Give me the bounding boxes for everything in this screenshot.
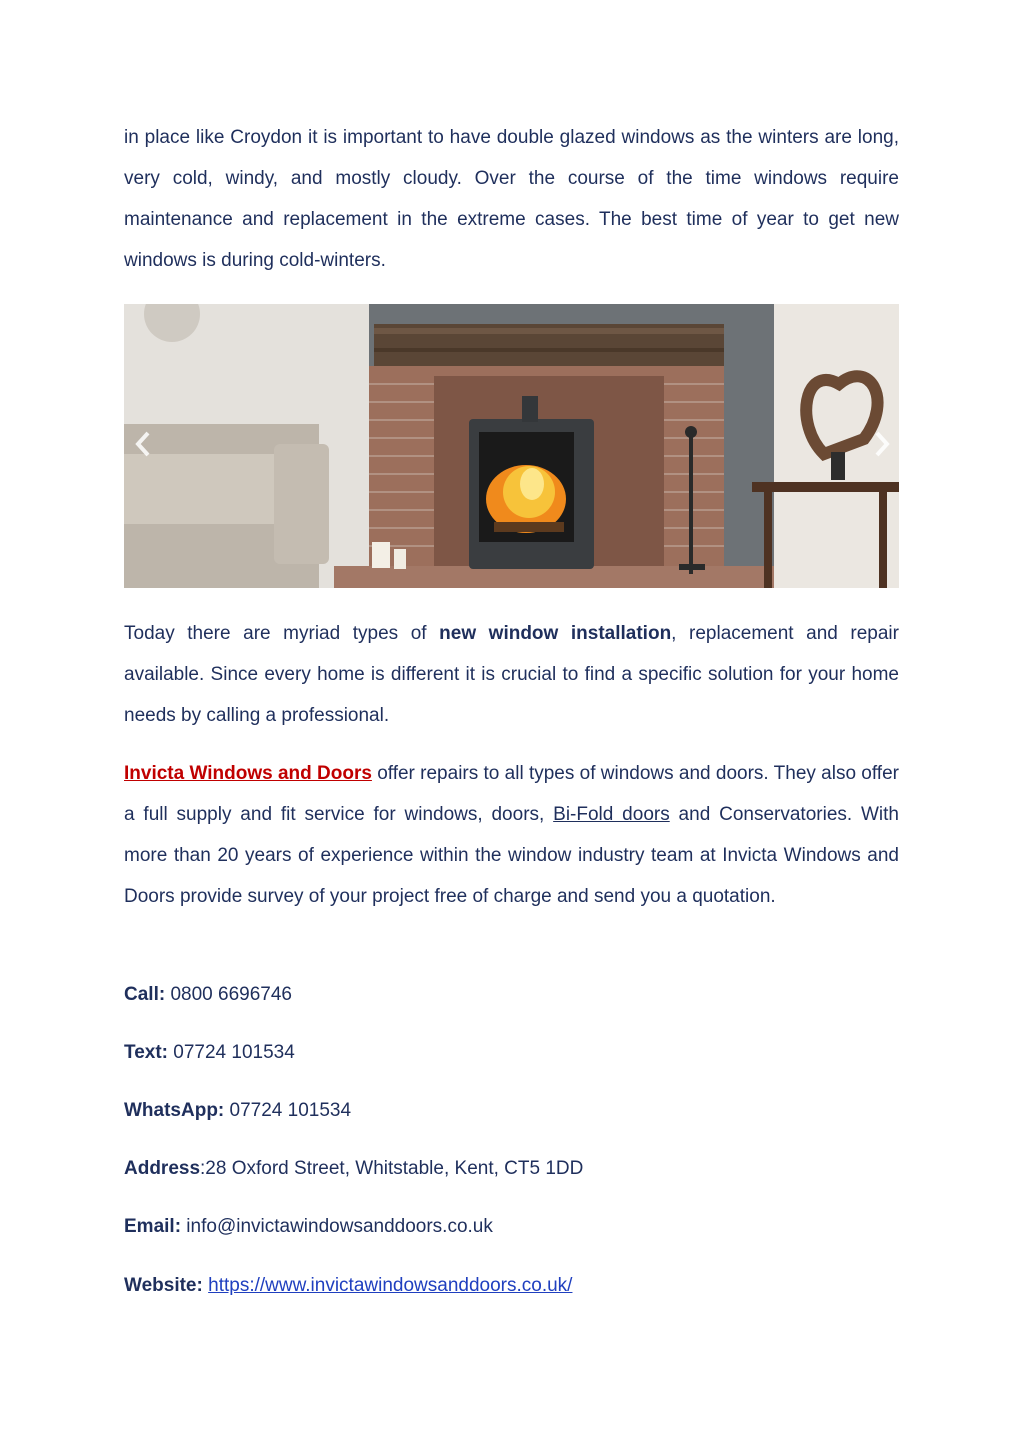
- whatsapp-label: WhatsApp:: [124, 1100, 225, 1121]
- email-line: [124, 1214, 493, 1240]
- text-label: Text:: [124, 1042, 168, 1063]
- invicta-paragraph: [124, 753, 899, 917]
- text-value: 07724 101534: [167, 1042, 295, 1063]
- call-label: Call:: [124, 984, 166, 1005]
- invicta-windows-and-doors-link[interactable]: Invicta Windows and Doors: [124, 763, 372, 784]
- address-label: Address: [124, 1158, 201, 1179]
- new-window-installation-emphasis: new window installation: [439, 623, 672, 644]
- invicta-text-end: and Conservatories. With more than 20 years of experience within the window industry team at Invicta Windows and Doors provide survey of your project free of charge and send you a quotation.: [124, 804, 900, 907]
- whatsapp-value: 07724 101534: [224, 1100, 352, 1121]
- call-value: 0800 6696746: [165, 984, 292, 1005]
- types-text-start: Today there are myriad types of: [124, 623, 440, 644]
- carousel-prev-button[interactable]: [128, 424, 158, 464]
- text-line: [124, 1040, 295, 1066]
- carousel-next-button[interactable]: [867, 424, 897, 464]
- address-value: :28 Oxford Street, Whitstable, Kent, CT5 1DD: [200, 1158, 584, 1179]
- chevron-right-icon: [871, 429, 893, 459]
- call-line: [124, 982, 292, 1008]
- bi-fold-doors-link[interactable]: Bi-Fold doors: [553, 804, 670, 825]
- address-line: [124, 1156, 583, 1182]
- intro-paragraph: in place like Croydon it is important to have double glazed windows as the winters are long, very cold, windy, and mostly cloudy. Over the course of the time windows require maintenance and replacement in the extreme cases. The best time of year to get new windows is during cold-winters.: [124, 127, 899, 271]
- email-label: Email:: [124, 1216, 182, 1237]
- website-label: Website:: [124, 1275, 203, 1296]
- types-paragraph: [124, 613, 899, 736]
- whatsapp-line: [124, 1098, 351, 1124]
- invicta-text-mid: offer repairs to all types of windows and doors. They also offer a full supply and fit service for windows, doors,: [124, 763, 899, 825]
- types-text-end: , replacement and repair available. Since every home is different it is crucial to find a specific solution for your home needs by calling a professional.: [124, 623, 899, 726]
- website-link[interactable]: https://www.invictawindowsanddoors.co.uk/: [208, 1275, 573, 1296]
- website-line: [124, 1273, 572, 1299]
- email-value: info@invictawindowsanddoors.co.uk: [181, 1216, 493, 1237]
- fireplace-photo: [124, 304, 899, 588]
- chevron-left-icon: [132, 429, 154, 459]
- fireplace-image-carousel[interactable]: [124, 304, 899, 588]
